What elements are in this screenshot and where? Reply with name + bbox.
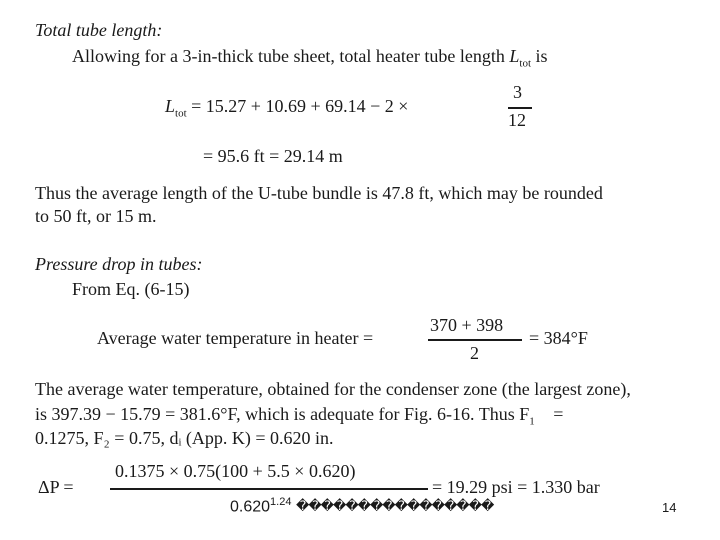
paragraph-condenser-line3: 0.1275, F₂ = 0.75, dᵢ (App. K) = 0.620 in.: [35, 428, 334, 448]
equation-total-length: [165, 96, 408, 120]
avg-temp-fraction-bar: [428, 339, 522, 341]
avg-temp-numerator: 370 + 398: [430, 315, 504, 335]
equation-lhs-subscript: tot: [175, 107, 187, 120]
section-heading-pressure-drop: Pressure drop in tubes:: [35, 254, 203, 274]
delta-p-numerator: 0.1375 × 0.75(100 + 5.5 × 0.620): [115, 461, 356, 481]
symbol-subscript: tot: [519, 57, 532, 70]
from-equation-reference: From Eq. (6-15): [72, 279, 190, 299]
equation-rhs: = 15.27 + 10.69 + 69.14 − 2 ×: [191, 96, 409, 116]
paragraph-text: Allowing for a 3-in-thick tube sheet, total heater tube length: [72, 46, 505, 66]
delta-p-fraction-bar: [110, 488, 428, 490]
fraction-bar: [508, 107, 532, 109]
paragraph-bundle-line1: Thus the average length of the U-tube bundle is 47.8 ft, which may be rounded: [35, 183, 603, 203]
delta-p-denominator: [230, 496, 291, 516]
equation-lhs: L: [165, 96, 176, 116]
garbled-caption-text: ����������������: [296, 498, 494, 513]
section-heading-tube-length: Total tube length:: [35, 20, 163, 40]
symbol-l: L: [509, 46, 520, 66]
avg-temp-denominator: 2: [470, 343, 479, 363]
paragraph-condenser-line1: The average water temperature, obtained for the condenser zone (the largest zone),: [35, 379, 631, 399]
f1-subscript: 1: [529, 415, 535, 428]
paragraph-text-end: is: [535, 46, 548, 66]
paragraph-bundle-line2: to 50 ft, or 15 m.: [35, 206, 157, 226]
paragraph-condenser-text: is 397.39 − 15.79 = 381.6°F, which is adequate for Fig. 6-16. Thus F: [35, 404, 530, 424]
delta-p-lhs: ΔP =: [38, 477, 74, 497]
page-number: 14: [662, 500, 677, 515]
delta-p-denominator-base: 0.620: [230, 498, 271, 516]
delta-p-result: = 19.29 psi = 1.330 bar: [432, 477, 600, 497]
paragraph-tube-sheet: [72, 46, 548, 70]
delta-p-exponent: 1.24: [270, 496, 292, 508]
fraction-denominator: 12: [508, 110, 526, 130]
fraction-numerator: 3: [513, 82, 522, 102]
paragraph-condenser-line2: [35, 404, 563, 428]
equation-result: = 95.6 ft = 29.14 m: [203, 146, 343, 166]
paragraph-condenser-equals: =: [553, 404, 564, 424]
avg-temp-result: = 384°F: [529, 328, 588, 348]
avg-temp-label: Average water temperature in heater =: [97, 328, 374, 348]
